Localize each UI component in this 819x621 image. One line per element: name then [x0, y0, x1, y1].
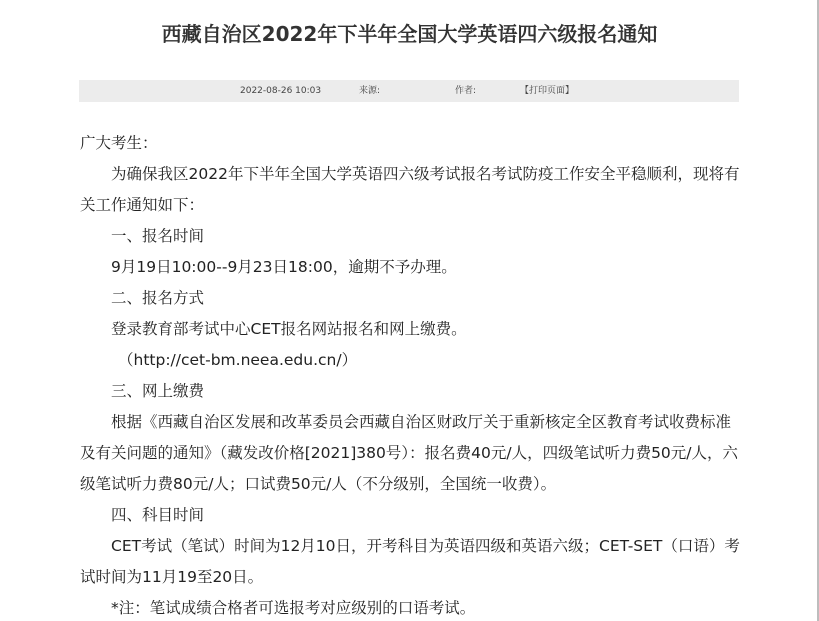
article-body [80, 128, 740, 621]
section-heading-online-payment: 三、网上缴费 [111, 382, 205, 400]
source-label: 来源: [359, 86, 381, 96]
section-heading-registration-time: 一、报名时间 [111, 227, 205, 245]
section-heading-exam-schedule: 四、科目时间 [111, 506, 205, 524]
exam-schedule-text: CET考试（笔试）时间为12月10日，开考科目为英语四级和英语六级；CET-SET（口语）考试时间为11月19至20日。 [80, 537, 740, 586]
registration-url: （http://cet-bm.neea.edu.cn/） [118, 351, 358, 369]
section-heading-registration-method: 二、报名方式 [111, 289, 205, 307]
print-page-link[interactable]: 【打印页面】 [520, 86, 575, 96]
registration-method-text: 登录教育部考试中心CET报名网站报名和网上缴费。 [111, 320, 467, 338]
greeting: 广大考生： [80, 134, 158, 152]
intro-paragraph: 为确保我区2022年下半年全国大学英语四六级考试报名考试防疫工作安全平稳顺利，现将有关工作通知如下： [80, 165, 740, 214]
exam-note: *注：笔试成绩合格者可选报考对应级别的口语考试。 [111, 599, 476, 617]
author-label: 作者: [455, 86, 477, 96]
publish-date: 2022-08-26 10:03 [240, 86, 322, 96]
online-payment-text: 根据《西藏自治区发展和改革委员会西藏自治区财政厅关于重新核定全区教育考试收费标准及有关问题的通知》（藏发改价格[2021]380号）：报名费40元/人，四级笔试听力费50元/人，六级笔试听力费80元/人；口试费50元/人（不分级别，全国统一收费）。 [80, 413, 739, 493]
article-title: 西藏自治区2022年下半年全国大学英语四六级报名通知 [161, 22, 658, 46]
registration-time-text: 9月19日10:00--9月23日18:00，逾期不予办理。 [111, 258, 457, 276]
article-meta-bar [79, 80, 739, 102]
